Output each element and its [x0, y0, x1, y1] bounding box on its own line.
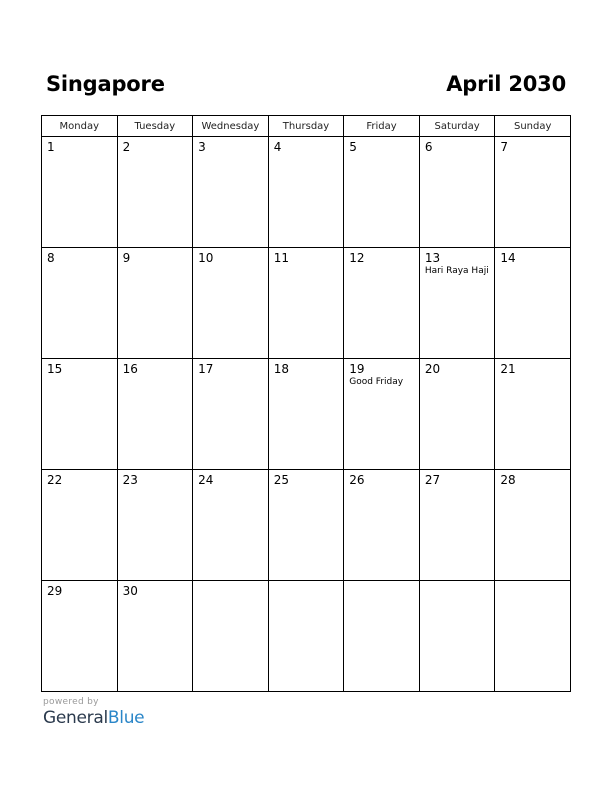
day-number: 7: [500, 140, 509, 154]
day-cell: [419, 359, 495, 470]
day-number: 24: [198, 473, 214, 487]
day-cell: [117, 359, 193, 470]
day-cell: [268, 359, 344, 470]
day-cell: [42, 248, 118, 359]
day-cell: [344, 470, 420, 581]
day-cell: [117, 248, 193, 359]
day-cell: [42, 581, 118, 692]
week-row: [42, 581, 571, 692]
day-cell: [419, 470, 495, 581]
day-number: 8: [47, 251, 55, 265]
day-cell: [117, 137, 193, 248]
weekday-header: Monday: [42, 116, 118, 137]
day-cell: [495, 470, 571, 581]
day-cell: [193, 248, 269, 359]
weekday-header: Sunday: [495, 116, 571, 137]
day-number: 13: [424, 251, 441, 265]
footer-branding: [43, 697, 144, 728]
day-cell: [419, 137, 495, 248]
day-cell: [42, 137, 118, 248]
day-number: 1: [47, 140, 55, 154]
day-cell: [268, 470, 344, 581]
country-title: Singapore: [46, 72, 165, 96]
day-cell: [193, 359, 269, 470]
powered-by-text: powered by: [43, 697, 99, 707]
day-cell: [268, 248, 344, 359]
day-number: 15: [47, 362, 63, 376]
day-number: 27: [424, 473, 441, 487]
brand-part-blue: Blue: [107, 708, 145, 728]
day-number: 3: [198, 140, 206, 154]
day-number: 10: [198, 251, 214, 265]
month-year-title: April 2030: [446, 72, 566, 96]
weekday-header-row: [42, 116, 571, 137]
day-number: 6: [424, 140, 433, 154]
day-cell: [193, 137, 269, 248]
day-number: 18: [273, 362, 289, 376]
day-number: 14: [500, 251, 516, 265]
day-cell: [117, 581, 193, 692]
day-number: 21: [500, 362, 516, 376]
day-cell: [42, 359, 118, 470]
week-row: [42, 359, 571, 470]
day-number: 22: [47, 473, 63, 487]
weekday-header: Thursday: [268, 116, 344, 137]
day-cell: [42, 470, 118, 581]
weekday-header: Wednesday: [193, 116, 269, 137]
day-number: 20: [424, 362, 441, 376]
day-number: 16: [122, 362, 138, 376]
day-cell: [419, 581, 495, 692]
day-number: 2: [122, 140, 131, 154]
day-number: 5: [349, 140, 357, 154]
day-number: 11: [273, 251, 289, 265]
day-cell: [495, 137, 571, 248]
day-number: 26: [349, 473, 365, 487]
day-number: 28: [500, 473, 516, 487]
day-cell: [193, 470, 269, 581]
day-cell: [117, 470, 193, 581]
day-cell: [495, 581, 571, 692]
calendar-body: [42, 137, 571, 692]
weekday-header: Saturday: [419, 116, 495, 137]
day-number: 30: [122, 584, 138, 598]
day-number: 9: [122, 251, 131, 265]
day-cell: [495, 359, 571, 470]
week-row: [42, 470, 571, 581]
day-number: 29: [47, 584, 63, 598]
day-number: 23: [122, 473, 138, 487]
holiday-label: Hari Raya Haji: [424, 266, 489, 276]
day-cell: [344, 581, 420, 692]
day-number: 17: [198, 362, 214, 376]
day-number: 12: [349, 251, 365, 265]
day-cell: [419, 248, 495, 359]
week-row: [42, 137, 571, 248]
day-number: 19: [349, 362, 365, 376]
holiday-label: Good Friday: [349, 377, 404, 387]
weekday-header: Tuesday: [117, 116, 193, 137]
day-cell: [495, 248, 571, 359]
day-cell: [344, 359, 420, 470]
day-cell: [344, 137, 420, 248]
day-cell: [268, 137, 344, 248]
calendar-grid: [41, 115, 571, 692]
generalblue-logo[interactable]: [43, 708, 144, 728]
day-cell: [344, 248, 420, 359]
day-number: 4: [273, 140, 282, 154]
brand-part-general: General: [43, 708, 108, 728]
week-row: [42, 248, 571, 359]
day-cell: [193, 581, 269, 692]
weekday-header: Friday: [344, 116, 420, 137]
day-cell: [268, 581, 344, 692]
day-number: 25: [273, 473, 289, 487]
